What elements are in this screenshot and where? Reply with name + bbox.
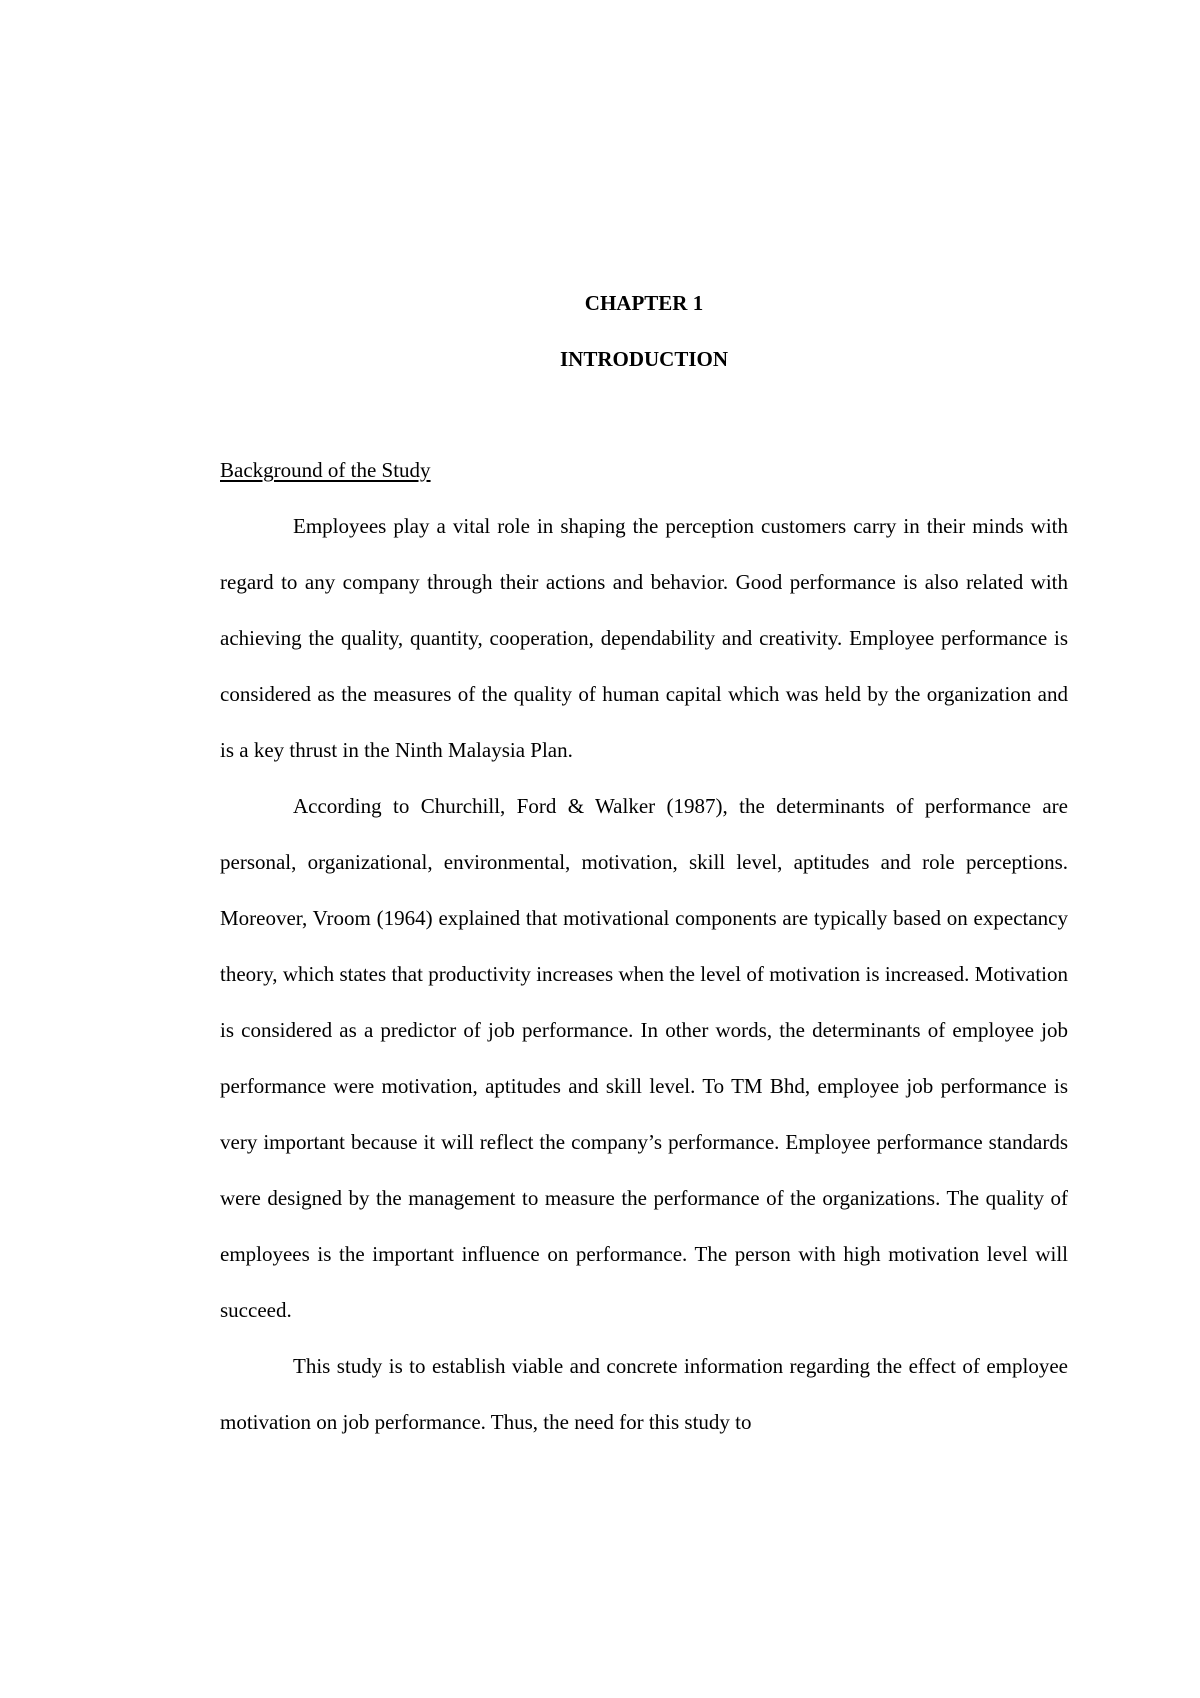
chapter-number: CHAPTER 1	[584, 291, 704, 315]
body-paragraph: Employees play a vital role in shaping the perception customers carry in their minds with regard to any company through their actions and behavior. Good performance is also related with achieving the quality, quantity, cooperation, dependability and creativity. Employee performance is considered as the measures of the quality of human capital which was held by the organization and is a key thrust in the Ninth Malaysia Plan.	[220, 514, 1068, 762]
section-heading: Background of the Study	[220, 458, 431, 482]
chapter-title: INTRODUCTION	[559, 347, 729, 371]
page-content	[220, 290, 1068, 1450]
body-paragraph: This study is to establish viable and concrete information regarding the effect of employee motivation on job performance. Thus, the need for this study to	[220, 1354, 1068, 1434]
body-paragraph: According to Churchill, Ford & Walker (1987), the determinants of performance are personal, organizational, environmental, motivation, skill level, aptitudes and role perceptions. Moreover, Vroom (1964) explained that motivational components are typically based on expectancy theory, which states that productivity increases when the level of motivation is increased. Motivation is considered as a predictor of job performance. In other words, the determinants of employee job performance were motivation, aptitudes and skill level. To TM Bhd, employee job performance is very important because it will reflect the company’s performance. Employee performance standards were designed by the management to measure the performance of the organizations. The quality of employees is the important influence on performance. The person with high motivation level will succeed.	[220, 794, 1068, 1322]
